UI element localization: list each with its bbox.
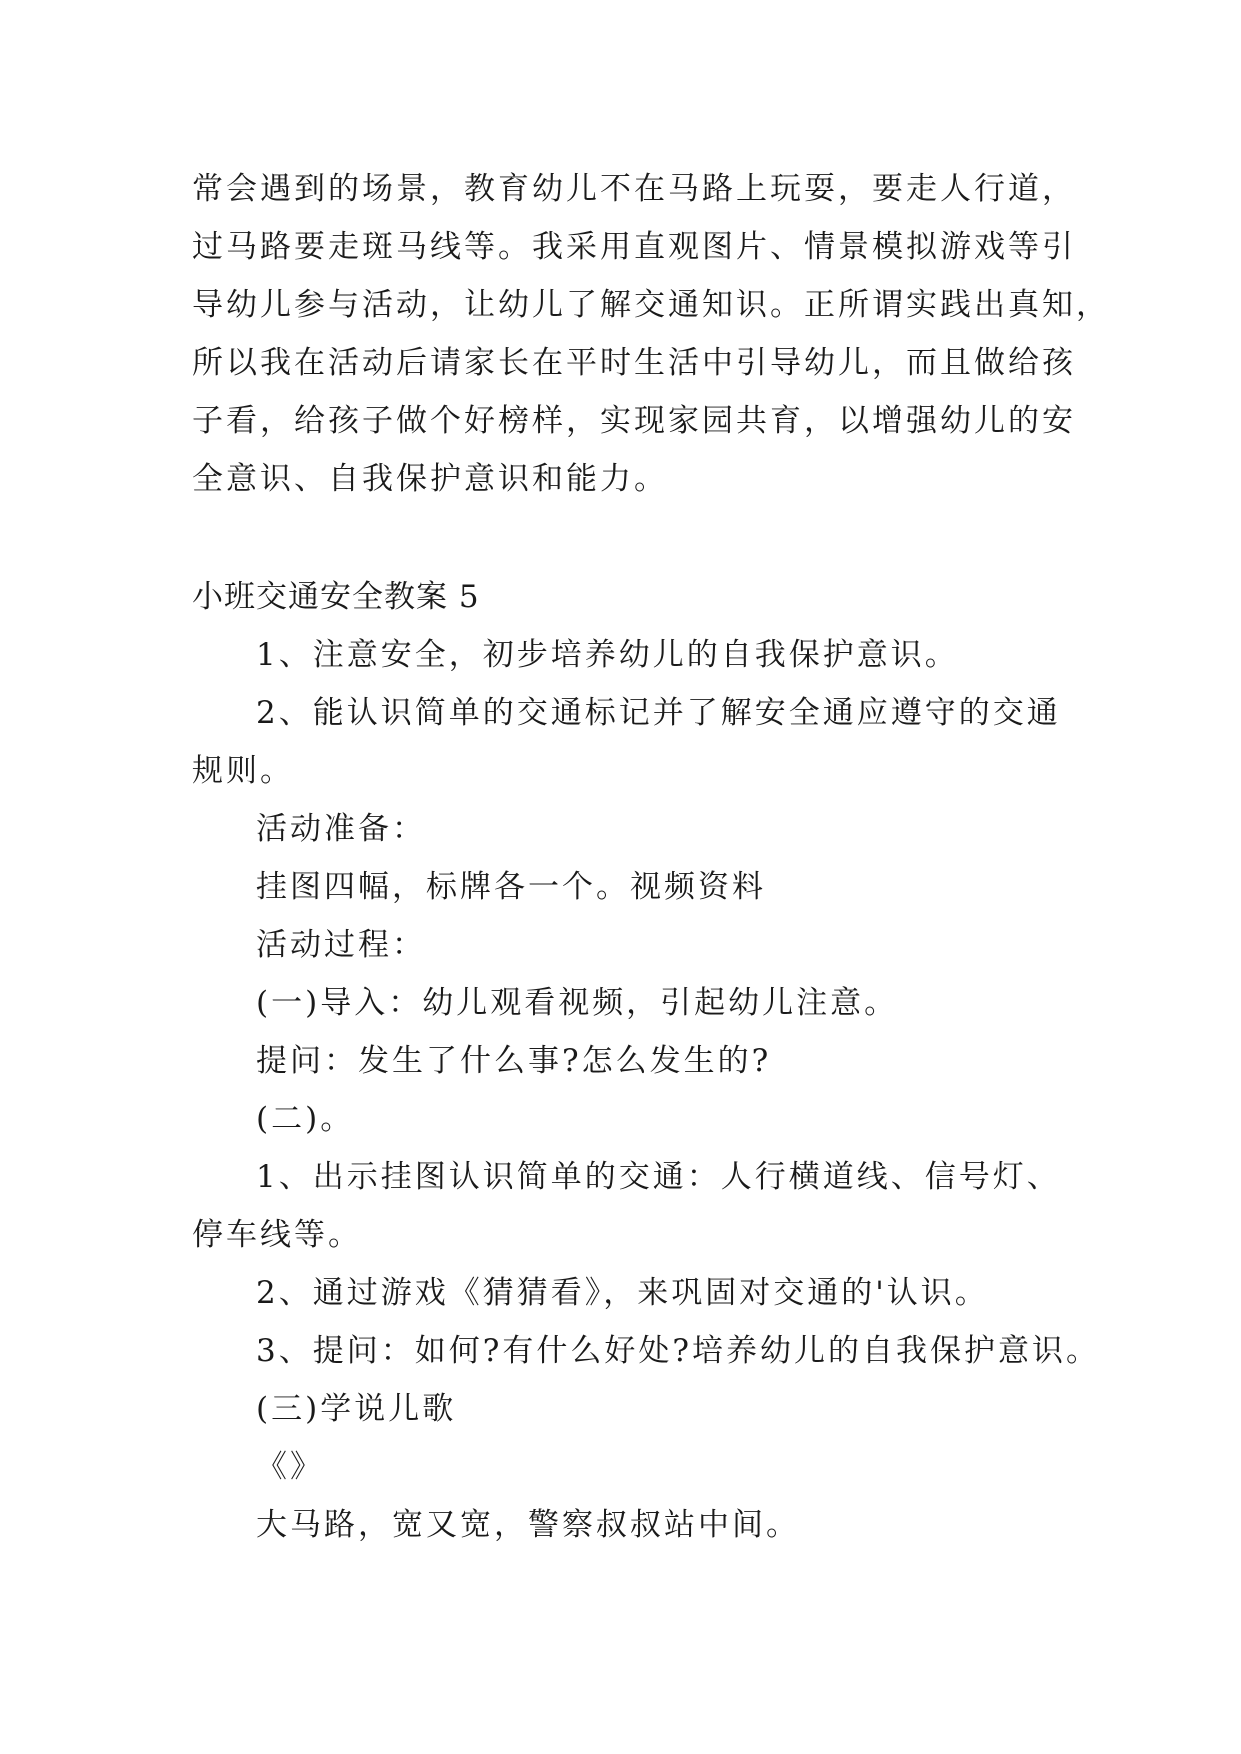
step-2-item-1-line: 停车线等。 [192, 1217, 362, 1253]
prep-text: 挂图四幅，标牌各一个。视频资料 [256, 869, 766, 905]
paragraph-line: 常会遇到的场景，教育幼儿不在马路上玩耍，要走人行道， [192, 171, 1076, 207]
step-1-intro: (一)导入：幼儿观看视频，引起幼儿注意。 [256, 985, 899, 1021]
step-3-label: (三)学说儿歌 [256, 1391, 457, 1427]
goal-1: 1、注意安全，初步培养幼儿的自我保护意识。 [256, 637, 959, 673]
paragraph-line: 过马路要走斑马线等。我采用直观图片、情景模拟游戏等引 [192, 229, 1076, 265]
paragraph-line: 全意识、自我保护意识和能力。 [192, 461, 668, 497]
process-label: 活动过程： [256, 927, 426, 963]
step-2-item-1-line: 1、出示挂图认识简单的交通：人行横道线、信号灯、 [256, 1159, 1061, 1195]
prep-label: 活动准备： [256, 811, 426, 847]
step-1-question: 提问：发生了什么事?怎么发生的? [256, 1043, 772, 1079]
step-2-item-2: 2、通过游戏《猜猜看》，来巩固对交通的'认识。 [256, 1275, 989, 1311]
section-title: 小班交通安全教案 5 [192, 579, 480, 615]
song-title: 《》 [256, 1449, 324, 1485]
paragraph-line: 导幼儿参与活动，让幼儿了解交通知识。正所谓实践出真知， [192, 287, 1110, 323]
paragraph-line: 子看，给孩子做个好榜样，实现家园共育，以增强幼儿的安 [192, 403, 1076, 439]
step-2-item-3: 3、提问：如何?有什么好处?培养幼儿的自我保护意识。 [256, 1333, 1100, 1369]
step-2-label: (二)。 [256, 1101, 355, 1137]
goal-2-line: 规则。 [192, 753, 294, 789]
goal-2-line: 2、能认识简单的交通标记并了解安全通应遵守的交通 [256, 695, 1061, 731]
document-page [192, 160, 1110, 1554]
song-line: 大马路，宽又宽，警察叔叔站中间。 [256, 1507, 800, 1543]
paragraph-line: 所以我在活动后请家长在平时生活中引导幼儿，而且做给孩 [192, 345, 1076, 381]
